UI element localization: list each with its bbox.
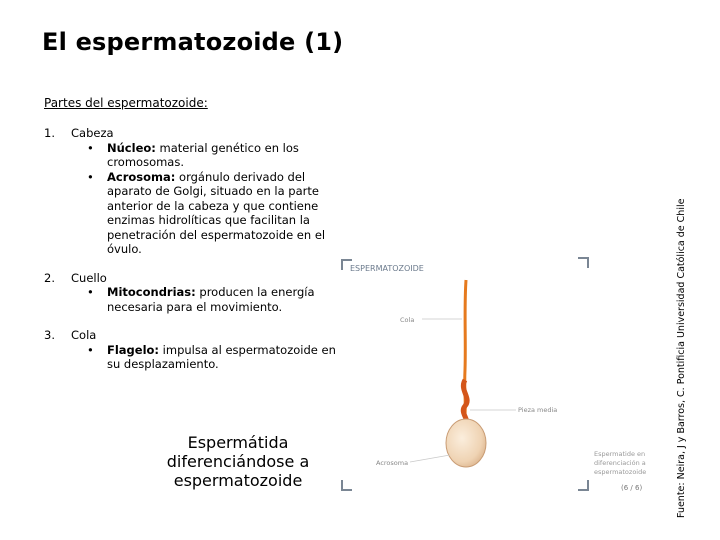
side-text-line: espermatozoide	[594, 468, 647, 476]
item-number: 3.	[44, 328, 55, 342]
figure-header: ESPERMATOZOIDE	[350, 264, 424, 273]
page-title: El espermatozoide (1)	[42, 28, 344, 56]
parts-list	[44, 126, 344, 386]
sperm-figure	[338, 250, 650, 510]
item-label: Cuello	[71, 270, 107, 285]
side-text-line: diferenciación a	[594, 459, 646, 467]
figure-page-indicator: (6 / 6)	[621, 484, 643, 492]
label-cola: Cola	[400, 316, 415, 324]
bullet: •	[87, 140, 94, 155]
item-label: Cabeza	[71, 126, 114, 140]
sub-text: orgánulo derivado del aparato de Golgi, situado en la parte anterior de la cabeza y que contiene enzimas hidrolíticas que facilitan la penetración del espermatozoide en el óvulo.	[107, 169, 326, 256]
figure-caption: Espermátida diferenciándose a espermatozoide	[166, 433, 310, 490]
label-pieza-media: Pieza media	[518, 406, 558, 414]
sub-item-nucleo	[71, 141, 344, 170]
bullet: •	[87, 285, 94, 299]
item-number: 1.	[44, 126, 55, 140]
bullet: •	[87, 342, 94, 357]
sub-text: impulsa al espermatozoide en su desplazamiento.	[107, 342, 336, 371]
corner-bracket-bottom-left	[342, 480, 352, 490]
list-item-cola	[44, 328, 344, 372]
section-subtitle: Partes del espermatozoide:	[44, 96, 208, 110]
sub-term: Mitocondrias:	[107, 285, 196, 299]
side-text	[594, 450, 648, 476]
label-acrosoma: Acrosoma	[376, 459, 409, 467]
sub-text: material genético en los cromosomas.	[107, 140, 299, 169]
corner-bracket-top-right	[578, 258, 588, 268]
list-item-cabeza	[44, 126, 344, 257]
sub-item-acrosoma	[71, 170, 344, 257]
sub-item-mitocondrias	[71, 285, 344, 314]
sub-item-flagelo	[71, 343, 344, 372]
item-number: 2.	[44, 270, 55, 285]
side-text-line: Espermatide en	[594, 450, 646, 458]
bullet: •	[87, 169, 94, 184]
sperm-head	[446, 419, 486, 467]
source-credit: Fuente: Neira, J y Barros, C. Pontificia Universidad Católica de Chile	[676, 198, 687, 518]
corner-bracket-bottom-right	[578, 480, 588, 490]
sub-term: Núcleo:	[107, 140, 156, 155]
label-line-acrosoma	[410, 455, 450, 462]
list-item-cuello	[44, 271, 344, 315]
sub-term: Acrosoma:	[107, 169, 176, 184]
sub-text: producen la energía necesaria para el movimiento.	[107, 285, 315, 314]
item-label: Cola	[71, 328, 97, 342]
sub-term: Flagelo:	[107, 342, 160, 357]
